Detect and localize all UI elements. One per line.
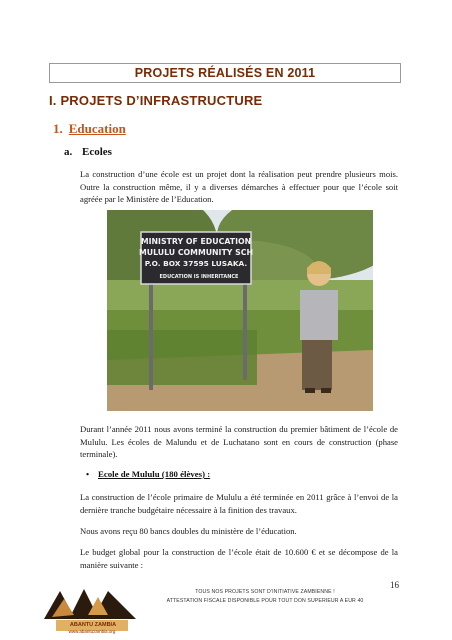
section-heading [49,93,262,108]
bullet-marker: • [86,469,90,479]
footer-line-2: ATTESTATION FISCALE DISPONIBLE POUR TOUT DON SUPERIEUR A EUR 40 [166,598,364,604]
bullet-text: Ecole de Mululu (180 élèves) : [98,469,211,479]
photo-illustration [107,210,373,411]
footer-notice [140,588,390,606]
paragraph-benches: Nous avons reçu 80 bancs doubles du ministère de l’éducation. [80,526,297,536]
sign-line-3: P.O. BOX 37595 LUSAKA. [144,259,248,268]
subsubsection-number: a. [64,146,73,158]
bullet-mululu [86,469,210,479]
section-number: I. [49,93,57,108]
sign-line-1: MINISTRY OF EDUCATION [140,237,252,246]
main-title-box [49,63,401,83]
paragraph-progress: Durant l’année 2011 nous avons terminé la construction du premier bâtiment de l’école de Mululu. Les écoles de Malundu et de Luchatano sont en cours de construction (phase terminale). [80,424,398,460]
main-title: PROJETS RÉALISÉS EN 2011 [134,66,316,80]
paragraph-budget: Le budget global pour la construction de l’école était de 10.600 € et se décompose de la manière suivante : [80,547,398,570]
logo-text: ABANTU ZAMBIA [69,622,117,628]
page-number: 16 [390,580,399,590]
section-title: PROJETS D’INFRASTRUCTURE [60,93,263,108]
subsection-number: 1. [53,121,63,136]
subsubsection-title: Ecoles [82,146,112,158]
subsubsection-heading [64,146,112,158]
logo-url: www.abantuzambia.org [68,629,116,634]
paragraph-intro: La construction d’une école est un projet dont la réalisation peut prendre plusieurs mois. Outre la construction même, il y a diverses démarches à effectuer pour que l’école soit agréée par le Ministère de l’Education. [80,169,398,205]
sign-line-4: EDUCATION IS INHERITANCE [159,274,239,280]
school-sign-photo [107,210,373,411]
subsection-heading [53,121,126,137]
footer-line-1: TOUS NOS PROJETS SONT D’INITIATIVE ZAMBIENNE ! [195,589,335,595]
paragraph-completion: La construction de l’école primaire de Mululu a été terminée en 2011 grâce à l’envoi de la dernière tranche budgétaire nécessaire à la finition des travaux. [80,492,398,515]
sign-line-2: MULULU COMMUNITY SCH [138,248,254,257]
subsection-title: Education [68,121,126,136]
